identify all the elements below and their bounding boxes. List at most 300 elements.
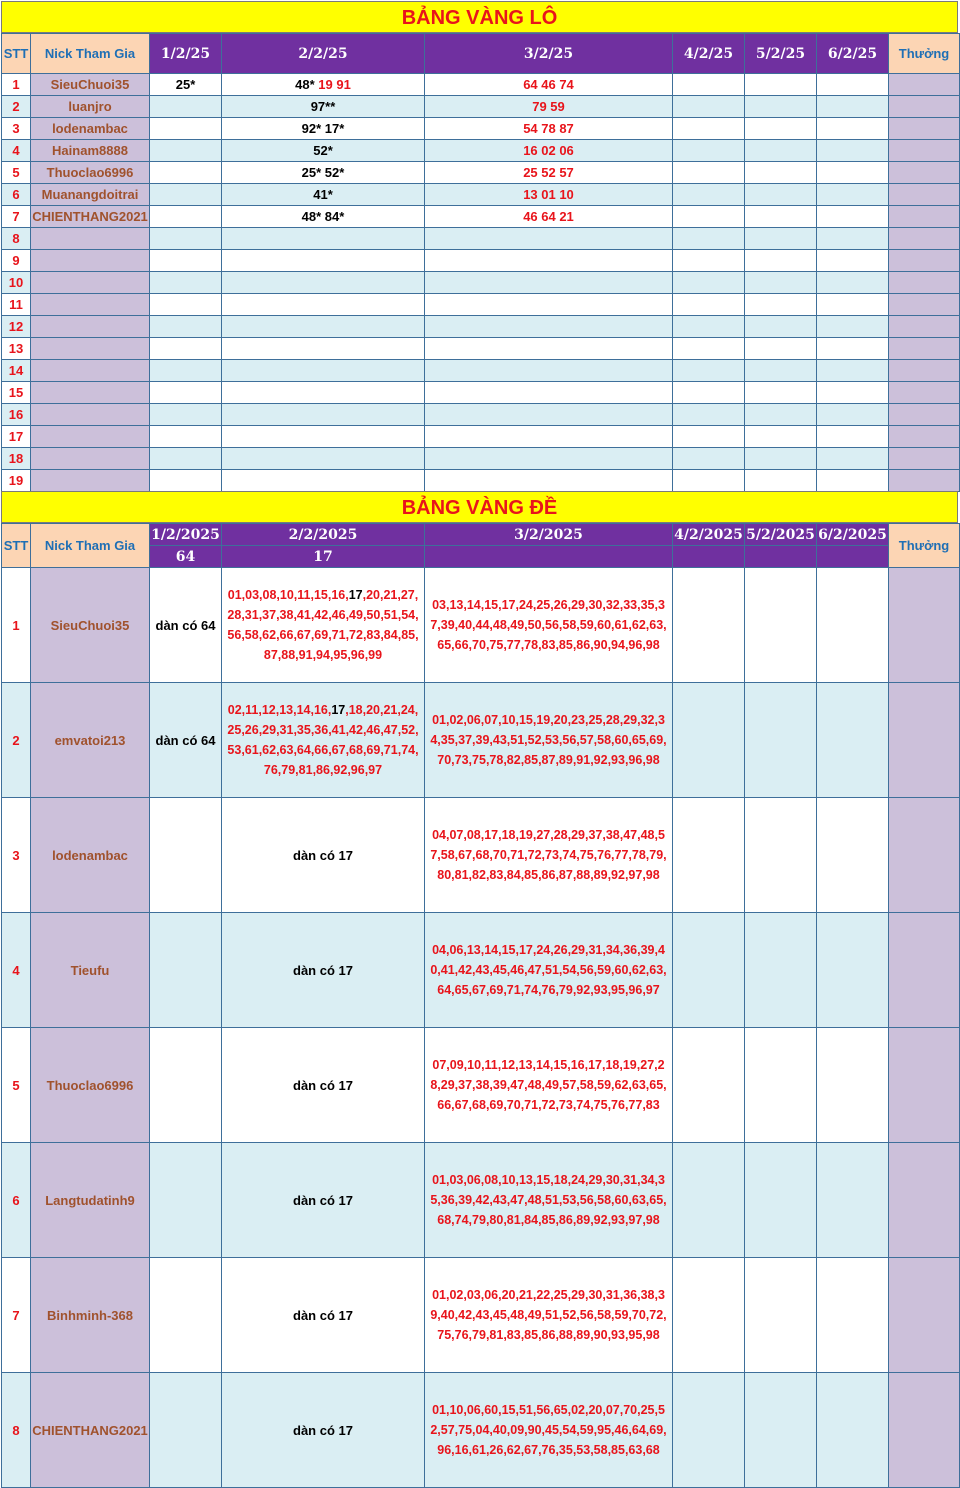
lo-prize — [889, 206, 960, 228]
lo-day-1 — [150, 316, 222, 338]
lo-day-4 — [673, 96, 745, 118]
de-nick: Langtudatinh9 — [31, 1143, 150, 1258]
de-nick: Binhminh-368 — [31, 1258, 150, 1373]
lo-table-row — [2, 118, 960, 140]
lo-day-6 — [817, 316, 889, 338]
lo-table-row — [2, 206, 960, 228]
lo-day-3 — [425, 382, 673, 404]
de-day-2-list — [222, 568, 425, 683]
lo-day-3: 54 78 87 — [425, 118, 673, 140]
lo-nick: lodenambac — [31, 118, 150, 140]
de-day-3-list: 07,09,10,11,12,13,14,15,16,17,18,19,27,28,29,37,38,39,47,48,49,57,58,59,62,63,65,66,67,68,69,70,71,72,73,74,75,76,77,83 — [425, 1028, 673, 1143]
lo-stt: 14 — [2, 360, 31, 382]
de-day-4 — [673, 1258, 745, 1373]
lo-day-4 — [673, 382, 745, 404]
de-header-date-3: 3/2/2025 — [425, 524, 673, 546]
de-day-6 — [817, 798, 889, 913]
de-prize — [889, 1373, 960, 1488]
lo-stt: 1 — [2, 74, 31, 96]
lo-day-6 — [817, 426, 889, 448]
lo-day-4 — [673, 140, 745, 162]
lo-day-3: 64 46 74 — [425, 74, 673, 96]
lo-nick — [31, 316, 150, 338]
lo-table-row — [2, 272, 960, 294]
lo-day-2 — [222, 316, 425, 338]
lo-header-date-1: 1/2/25 — [150, 34, 222, 74]
lo-day-5 — [745, 250, 817, 272]
lo-header-nick: Nick Tham Gia — [31, 34, 150, 74]
de-stt: 3 — [2, 798, 31, 913]
lo-day-1: 25* — [150, 74, 222, 96]
de-day-2-part-1: 02,11,12,13,14,16, — [227, 703, 332, 717]
lo-nick: Thuoclao6996 — [31, 162, 150, 184]
lo-prize — [889, 470, 960, 492]
lo-day-3: 13 01 10 — [425, 184, 673, 206]
lo-day-6 — [817, 162, 889, 184]
de-day-3-list: 04,07,08,17,18,19,27,28,29,37,38,47,48,57,58,67,68,70,71,72,73,74,75,76,77,78,79,80,81,82,83,84,85,86,87,88,89,92,97,98 — [425, 798, 673, 913]
lo-day-6 — [817, 250, 889, 272]
lo-stt: 2 — [2, 96, 31, 118]
lo-day-2 — [222, 338, 425, 360]
lo-day-6 — [817, 272, 889, 294]
lo-header-date-5: 5/2/25 — [745, 34, 817, 74]
de-prize — [889, 1143, 960, 1258]
lo-stt: 19 — [2, 470, 31, 492]
lo-stt: 18 — [2, 448, 31, 470]
lo-day-1 — [150, 272, 222, 294]
de-nick: Thuoclao6996 — [31, 1028, 150, 1143]
de-header-stt: STT — [2, 524, 31, 568]
lo-table — [1, 33, 960, 492]
lo-day-2 — [222, 162, 425, 184]
de-day-1 — [150, 1028, 222, 1143]
de-prize — [889, 1028, 960, 1143]
de-prize — [889, 683, 960, 798]
lo-day-2 — [222, 382, 425, 404]
lo-day-4 — [673, 206, 745, 228]
de-day-4 — [673, 1373, 745, 1488]
de-header-date-2: 2/2/2025 — [222, 524, 425, 546]
de-day-2-note: dàn có 17 — [222, 1028, 425, 1143]
de-day-2-part-2: ,20,21,27,28,31,37,38,41,42,46,49,50,51,54,56,58,62,66,67,69,71,72,83,84,85,87,88,91,94,95,96,99 — [227, 588, 419, 662]
de-day-2-list — [222, 683, 425, 798]
lo-day-1 — [150, 96, 222, 118]
lo-day-6 — [817, 360, 889, 382]
lo-table-row — [2, 382, 960, 404]
lo-day-1 — [150, 294, 222, 316]
de-header-nick: Nick Tham Gia — [31, 524, 150, 568]
lo-day-4 — [673, 316, 745, 338]
lo-day-2 — [222, 294, 425, 316]
de-day-2-note: dàn có 17 — [222, 1373, 425, 1488]
lo-day-2-star: 41* — [313, 187, 333, 202]
lo-day-4 — [673, 228, 745, 250]
lo-day-5 — [745, 294, 817, 316]
de-day-4 — [673, 1028, 745, 1143]
de-result-5 — [745, 546, 817, 568]
lo-nick — [31, 404, 150, 426]
lo-nick — [31, 470, 150, 492]
lo-stt: 17 — [2, 426, 31, 448]
de-day-1: dàn có 64 — [150, 683, 222, 798]
lo-table-row — [2, 250, 960, 272]
lo-day-3 — [425, 316, 673, 338]
de-table-row — [2, 1143, 960, 1258]
lo-day-3: 16 02 06 — [425, 140, 673, 162]
lo-day-3: 46 64 21 — [425, 206, 673, 228]
lo-day-2-star: 48* 84* — [301, 209, 345, 224]
de-title-banner: BẢNG VÀNG ĐỀ — [1, 491, 958, 523]
lo-stt: 16 — [2, 404, 31, 426]
de-table-row — [2, 1028, 960, 1143]
de-day-3-list: 04,06,13,14,15,17,24,26,29,31,34,36,39,40,41,42,43,45,46,47,51,54,56,59,60,62,63,64,65,67,69,71,74,76,79,92,93,95,96,97 — [425, 913, 673, 1028]
de-day-4 — [673, 913, 745, 1028]
lo-day-3: 79 59 — [425, 96, 673, 118]
lo-day-5 — [745, 184, 817, 206]
lo-day-2-star: 97** — [310, 99, 336, 114]
lo-nick — [31, 426, 150, 448]
lo-day-3 — [425, 448, 673, 470]
lo-table-row — [2, 74, 960, 96]
lo-table-row — [2, 294, 960, 316]
lo-prize — [889, 338, 960, 360]
lo-day-5 — [745, 404, 817, 426]
lo-day-1 — [150, 118, 222, 140]
de-nick: CHIENTHANG2021 — [31, 1373, 150, 1488]
lo-stt: 11 — [2, 294, 31, 316]
lo-day-4 — [673, 470, 745, 492]
lo-day-1 — [150, 426, 222, 448]
lo-day-6 — [817, 118, 889, 140]
lo-day-6 — [817, 140, 889, 162]
de-day-1: dàn có 64 — [150, 568, 222, 683]
de-stt: 1 — [2, 568, 31, 683]
lo-stt: 8 — [2, 228, 31, 250]
lo-day-4 — [673, 404, 745, 426]
de-day-3-list: 01,02,06,07,10,15,19,20,23,25,28,29,32,34,35,37,39,43,51,52,53,56,57,58,60,65,69,70,73,75,78,82,85,87,89,91,92,93,96,98 — [425, 683, 673, 798]
de-day-2-part-1: 01,03,08,10,11,15,16, — [227, 588, 349, 602]
lo-nick: Muanangdoitrai — [31, 184, 150, 206]
lo-day-2 — [222, 184, 425, 206]
lo-stt: 13 — [2, 338, 31, 360]
de-stt: 5 — [2, 1028, 31, 1143]
de-day-2-note: dàn có 17 — [222, 798, 425, 913]
lo-header-date-2: 2/2/25 — [222, 34, 425, 74]
lo-day-5 — [745, 140, 817, 162]
lo-day-2 — [222, 360, 425, 382]
lo-day-3 — [425, 426, 673, 448]
lo-day-1 — [150, 162, 222, 184]
de-day-2-part-2: ,18,20,21,24,25,26,29,31,35,36,41,42,46,47,52,53,61,62,63,64,66,67,68,69,71,74,76,79,81,86,92,96,97 — [227, 703, 419, 777]
lo-day-1 — [150, 448, 222, 470]
lo-nick — [31, 448, 150, 470]
lo-prize — [889, 184, 960, 206]
lo-prize — [889, 404, 960, 426]
de-header-prize: Thưởng — [889, 524, 960, 568]
lo-day-2-star: 52* — [313, 143, 333, 158]
de-table-row — [2, 798, 960, 913]
lo-day-2-extra: 19 91 — [318, 77, 351, 92]
lo-table-row — [2, 316, 960, 338]
lo-day-2 — [222, 426, 425, 448]
lo-header-stt: STT — [2, 34, 31, 74]
de-nick: emvatoi213 — [31, 683, 150, 798]
lo-day-3 — [425, 360, 673, 382]
lo-table-row — [2, 96, 960, 118]
lo-prize — [889, 228, 960, 250]
lo-nick: Hainam8888 — [31, 140, 150, 162]
de-prize — [889, 568, 960, 683]
de-day-5 — [745, 1373, 817, 1488]
de-day-6 — [817, 1258, 889, 1373]
de-result-3 — [425, 546, 673, 568]
lo-nick: CHIENTHANG2021 — [31, 206, 150, 228]
lo-day-2-star: 25* 52* — [301, 165, 345, 180]
de-day-2-hit: 17 — [348, 588, 363, 602]
lo-table-row — [2, 338, 960, 360]
lo-day-5 — [745, 118, 817, 140]
lo-day-6 — [817, 470, 889, 492]
de-day-2-hit: 17 — [331, 703, 346, 717]
de-result-6 — [817, 546, 889, 568]
de-day-5 — [745, 798, 817, 913]
de-day-2-note: dàn có 17 — [222, 1258, 425, 1373]
de-day-3-list: 01,03,06,08,10,13,15,18,24,29,30,31,34,35,36,39,42,43,47,48,51,53,56,58,60,63,65,68,74,79,80,81,84,85,86,89,92,93,97,98 — [425, 1143, 673, 1258]
lo-table-row — [2, 162, 960, 184]
lo-day-2 — [222, 96, 425, 118]
de-day-4 — [673, 683, 745, 798]
lo-day-2-star: 48* — [295, 77, 315, 92]
lo-day-6 — [817, 404, 889, 426]
lo-day-3: 25 52 57 — [425, 162, 673, 184]
lo-day-2 — [222, 74, 425, 96]
lo-day-2 — [222, 118, 425, 140]
lo-prize — [889, 272, 960, 294]
lo-day-4 — [673, 294, 745, 316]
de-table-row — [2, 568, 960, 683]
lo-day-3 — [425, 404, 673, 426]
lo-header-date-4: 4/2/25 — [673, 34, 745, 74]
lo-day-5 — [745, 382, 817, 404]
de-day-1 — [150, 913, 222, 1028]
lo-day-4 — [673, 74, 745, 96]
de-stt: 4 — [2, 913, 31, 1028]
lo-nick: SieuChuoi35 — [31, 74, 150, 96]
lo-table-row — [2, 470, 960, 492]
lo-day-5 — [745, 96, 817, 118]
lo-nick: luanjro — [31, 96, 150, 118]
de-header-date-4: 4/2/2025 — [673, 524, 745, 546]
lo-prize — [889, 74, 960, 96]
lo-nick — [31, 360, 150, 382]
lo-day-6 — [817, 184, 889, 206]
lo-day-2 — [222, 448, 425, 470]
lo-day-5 — [745, 74, 817, 96]
lo-stt: 4 — [2, 140, 31, 162]
de-table-row — [2, 683, 960, 798]
lo-day-5 — [745, 448, 817, 470]
lo-nick — [31, 272, 150, 294]
lo-day-4 — [673, 184, 745, 206]
de-day-5 — [745, 913, 817, 1028]
lo-day-2 — [222, 470, 425, 492]
lo-day-5 — [745, 426, 817, 448]
lo-table-row — [2, 184, 960, 206]
de-prize — [889, 1258, 960, 1373]
lo-day-2 — [222, 140, 425, 162]
de-table-row — [2, 913, 960, 1028]
lo-day-3 — [425, 294, 673, 316]
lo-day-1 — [150, 140, 222, 162]
de-header-date-6: 6/2/2025 — [817, 524, 889, 546]
lo-day-6 — [817, 96, 889, 118]
lo-day-1 — [150, 338, 222, 360]
lo-nick — [31, 228, 150, 250]
lo-day-2-star: 92* 17* — [301, 121, 345, 136]
de-stt: 6 — [2, 1143, 31, 1258]
lo-stt: 5 — [2, 162, 31, 184]
lo-day-5 — [745, 272, 817, 294]
lo-prize — [889, 448, 960, 470]
lo-prize — [889, 162, 960, 184]
lo-nick — [31, 382, 150, 404]
de-stt: 7 — [2, 1258, 31, 1373]
de-result-4 — [673, 546, 745, 568]
lo-day-2 — [222, 404, 425, 426]
de-stt: 2 — [2, 683, 31, 798]
de-day-3-list: 03,13,14,15,17,24,25,26,29,30,32,33,35,37,39,40,44,48,49,50,56,58,59,60,61,62,63,65,66,70,75,77,78,83,85,86,90,94,96,98 — [425, 568, 673, 683]
de-header-date-1: 1/2/2025 — [150, 524, 222, 546]
lo-table-row — [2, 360, 960, 382]
lo-table-row — [2, 228, 960, 250]
lo-day-2 — [222, 206, 425, 228]
de-result-1: 64 — [150, 546, 222, 568]
lo-table-row — [2, 426, 960, 448]
lo-day-1 — [150, 470, 222, 492]
lo-day-6 — [817, 338, 889, 360]
de-prize — [889, 913, 960, 1028]
lo-day-5 — [745, 228, 817, 250]
lo-day-4 — [673, 250, 745, 272]
lo-day-5 — [745, 206, 817, 228]
de-table — [1, 523, 960, 1488]
lo-day-3 — [425, 272, 673, 294]
lo-day-4 — [673, 426, 745, 448]
lo-day-6 — [817, 382, 889, 404]
lo-day-1 — [150, 206, 222, 228]
de-table-row — [2, 1258, 960, 1373]
lo-nick — [31, 338, 150, 360]
lo-day-6 — [817, 206, 889, 228]
de-nick: SieuChuoi35 — [31, 568, 150, 683]
lo-day-4 — [673, 338, 745, 360]
lo-day-3 — [425, 250, 673, 272]
de-day-1 — [150, 1258, 222, 1373]
lo-prize — [889, 426, 960, 448]
lo-day-1 — [150, 360, 222, 382]
lo-day-5 — [745, 316, 817, 338]
lo-day-5 — [745, 470, 817, 492]
lo-table-row — [2, 140, 960, 162]
de-prize — [889, 798, 960, 913]
de-table-row — [2, 1373, 960, 1488]
lo-stt: 9 — [2, 250, 31, 272]
de-result-2: 17 — [222, 546, 425, 568]
de-day-6 — [817, 1373, 889, 1488]
lo-nick — [31, 294, 150, 316]
de-day-6 — [817, 1028, 889, 1143]
de-day-5 — [745, 1028, 817, 1143]
lo-day-6 — [817, 74, 889, 96]
lo-day-3 — [425, 470, 673, 492]
de-day-6 — [817, 913, 889, 1028]
de-day-4 — [673, 1143, 745, 1258]
lo-prize — [889, 96, 960, 118]
lo-day-5 — [745, 360, 817, 382]
lo-table-row — [2, 448, 960, 470]
de-day-4 — [673, 568, 745, 683]
lo-header-date-3: 3/2/25 — [425, 34, 673, 74]
de-day-5 — [745, 1258, 817, 1373]
de-stt: 8 — [2, 1373, 31, 1488]
de-day-4 — [673, 798, 745, 913]
lo-day-4 — [673, 118, 745, 140]
de-header-date-5: 5/2/2025 — [745, 524, 817, 546]
lo-stt: 7 — [2, 206, 31, 228]
lo-day-2 — [222, 228, 425, 250]
lo-prize — [889, 360, 960, 382]
lo-day-1 — [150, 404, 222, 426]
de-day-2-note: dàn có 17 — [222, 1143, 425, 1258]
lo-day-4 — [673, 162, 745, 184]
de-day-3-list: 01,10,06,60,15,51,56,65,02,20,07,70,25,52,57,75,04,40,09,90,45,54,59,95,46,64,69,96,16,61,26,62,67,76,35,53,58,85,63,68 — [425, 1373, 673, 1488]
lo-prize — [889, 118, 960, 140]
lo-day-2 — [222, 272, 425, 294]
lo-day-3 — [425, 228, 673, 250]
lo-day-4 — [673, 448, 745, 470]
lo-day-1 — [150, 184, 222, 206]
de-day-2-note: dàn có 17 — [222, 913, 425, 1028]
lo-prize — [889, 382, 960, 404]
lo-stt: 15 — [2, 382, 31, 404]
lo-prize — [889, 140, 960, 162]
de-nick: lodenambac — [31, 798, 150, 913]
lo-table-row — [2, 404, 960, 426]
de-day-5 — [745, 683, 817, 798]
lo-stt: 6 — [2, 184, 31, 206]
lo-day-1 — [150, 250, 222, 272]
de-day-5 — [745, 568, 817, 683]
lo-day-5 — [745, 338, 817, 360]
lo-nick — [31, 250, 150, 272]
lo-day-2 — [222, 250, 425, 272]
lo-prize — [889, 250, 960, 272]
de-day-1 — [150, 1143, 222, 1258]
lo-day-4 — [673, 272, 745, 294]
lo-day-6 — [817, 228, 889, 250]
lo-day-3 — [425, 338, 673, 360]
lo-day-6 — [817, 448, 889, 470]
lo-prize — [889, 316, 960, 338]
lo-stt: 10 — [2, 272, 31, 294]
lo-day-6 — [817, 294, 889, 316]
lo-header-prize: Thưởng — [889, 34, 960, 74]
de-day-1 — [150, 1373, 222, 1488]
lo-day-1 — [150, 382, 222, 404]
de-day-1 — [150, 798, 222, 913]
lo-stt: 12 — [2, 316, 31, 338]
lo-stt: 3 — [2, 118, 31, 140]
